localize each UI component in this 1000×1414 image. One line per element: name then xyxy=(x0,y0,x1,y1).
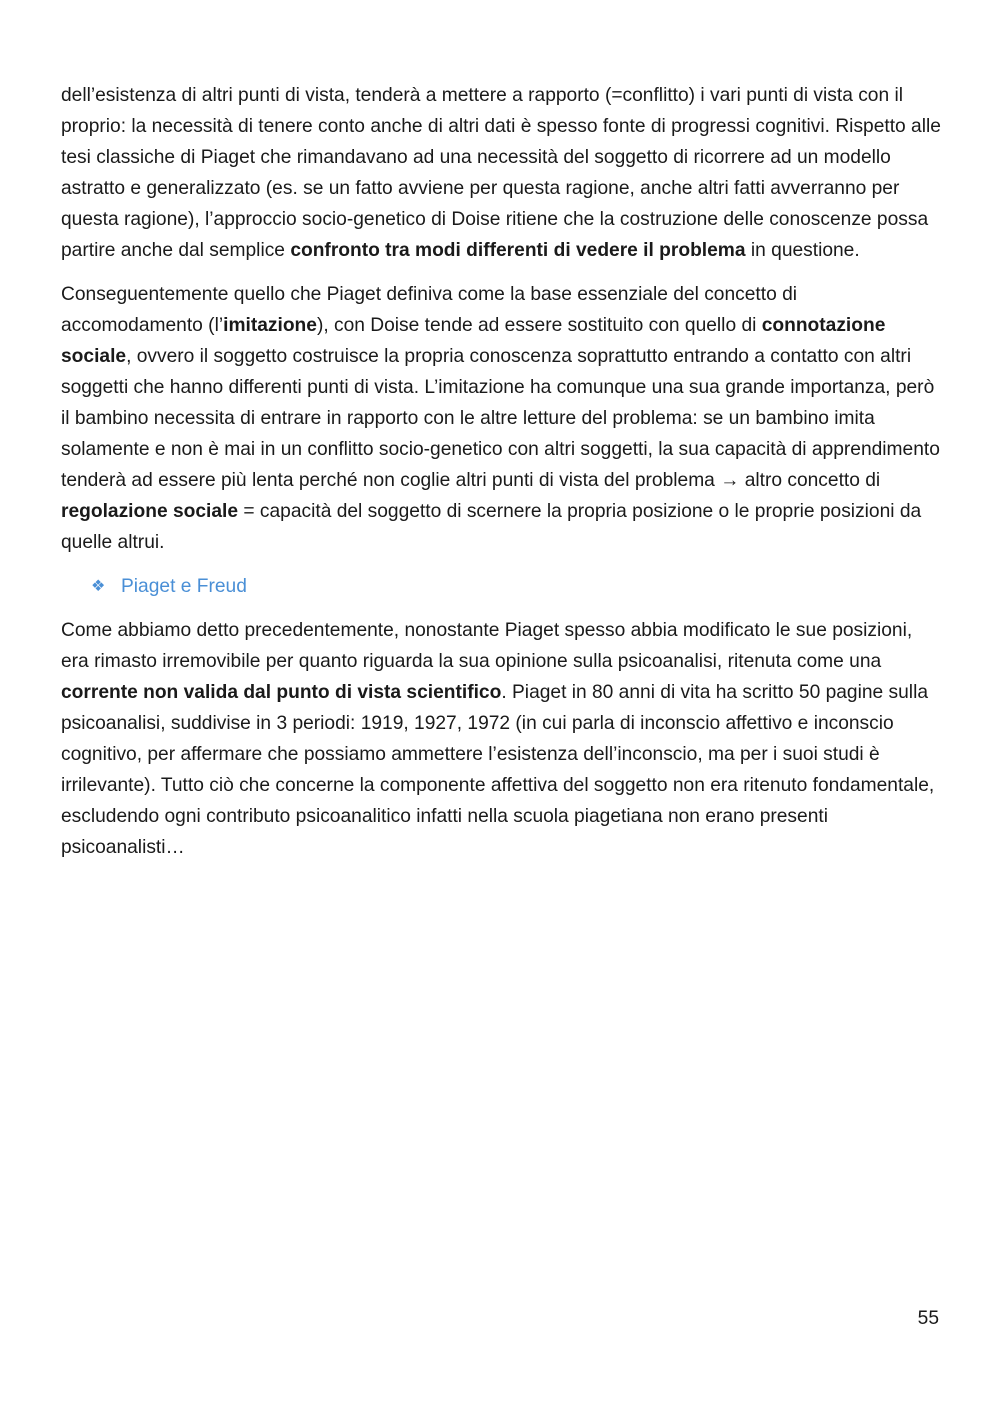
paragraph-2 xyxy=(61,279,941,558)
section-heading-title: Piaget e Freud xyxy=(121,576,247,597)
arrow-right-icon: → xyxy=(720,470,740,491)
paragraph-2-text-4: altro concetto di xyxy=(739,470,881,491)
paragraph-3 xyxy=(61,615,941,863)
paragraph-1 xyxy=(61,80,941,266)
paragraph-3-text-2: . Piaget in 80 anni di vita ha scritto 50 pagine sulla psicoanalisi, suddivise in 3 periodi: 1919, 1927, 1972 (in cui parla di inconscio affettivo e inconscio cognitivo, per affermare che possiamo ammettere l’esistenza dell’inconscio, ma per i suoi studi è irrilevante). Tutto ciò che concerne la componente affettiva del soggetto non era ritenuto fondamentale, escludendo ogni contributo psicoanalitico infatti nella scuola piagetiana non erano presenti psicoanalisti… xyxy=(61,682,935,858)
paragraph-3-text-1: Come abbiamo detto precedentemente, nonostante Piaget spesso abbia modificato le sue posizioni, era rimasto irremovibile per quanto riguarda la sua opinione sulla psicoanalisi, ritenuta come una xyxy=(61,620,913,672)
paragraph-2-bold-1: imitazione xyxy=(223,315,317,336)
paragraph-2-text-2: ), con Doise tende ad essere sostituito con quello di xyxy=(316,315,762,336)
section-heading xyxy=(61,571,941,602)
paragraph-spacer xyxy=(61,266,941,279)
paragraph-1-text-1: dell’esistenza di altri punti di vista, tenderà a mettere a rapporto (=conflitto) i vari punti di vista con il proprio: la necessità di tenere conto anche di altri dati è spesso fonte di progressi cognitivi. Rispetto alle tesi classiche di Piaget che rimandavano ad una necessità del soggetto di ricorrere ad un modello astratto e generalizzato (es. se un fatto avviene per questa ragione, anche altri fatti avverranno per questa ragione), l’approccio socio-genetico di Doise ritiene che la costruzione delle conoscenze possa partire anche dal semplice xyxy=(61,85,941,261)
diamond-bullet-icon: ❖ xyxy=(91,578,106,595)
paragraph-2-bold-3: regolazione sociale xyxy=(61,501,239,522)
paragraph-1-bold-1: confronto tra modi differenti di vedere il problema xyxy=(290,240,746,261)
paragraph-2-bold-2: connotazione sociale xyxy=(61,315,886,367)
paragraph-2-text-1: Conseguentemente quello che Piaget definiva come la base essenziale del concetto di accomodamento (l’ xyxy=(61,284,798,336)
paragraph-spacer xyxy=(61,558,941,571)
paragraph-2-text-3: , ovvero il soggetto costruisce la propria conoscenza soprattutto entrando a contatto con altri soggetti che hanno differenti punti di vista. L’imitazione ha comunque una sua grande importanza, però il bambino necessita di entrare in rapporto con le altre letture del problema: se un bambino imita solamente e non è mai in un conflitto socio-genetico con altri soggetti, la sua capacità di apprendimento tenderà ad essere più lenta perché non coglie altri punti di vista del problema xyxy=(61,346,940,491)
paragraph-2-text-5: = capacità del soggetto di scernere la propria posizione o le proprie posizioni da quelle altrui. xyxy=(61,501,922,553)
page-number: 55 xyxy=(917,1308,939,1329)
page-body xyxy=(61,80,941,863)
paragraph-1-text-2: in questione. xyxy=(745,240,860,261)
paragraph-3-bold-1: corrente non valida dal punto di vista scientifico xyxy=(61,682,502,703)
paragraph-spacer xyxy=(61,602,941,615)
